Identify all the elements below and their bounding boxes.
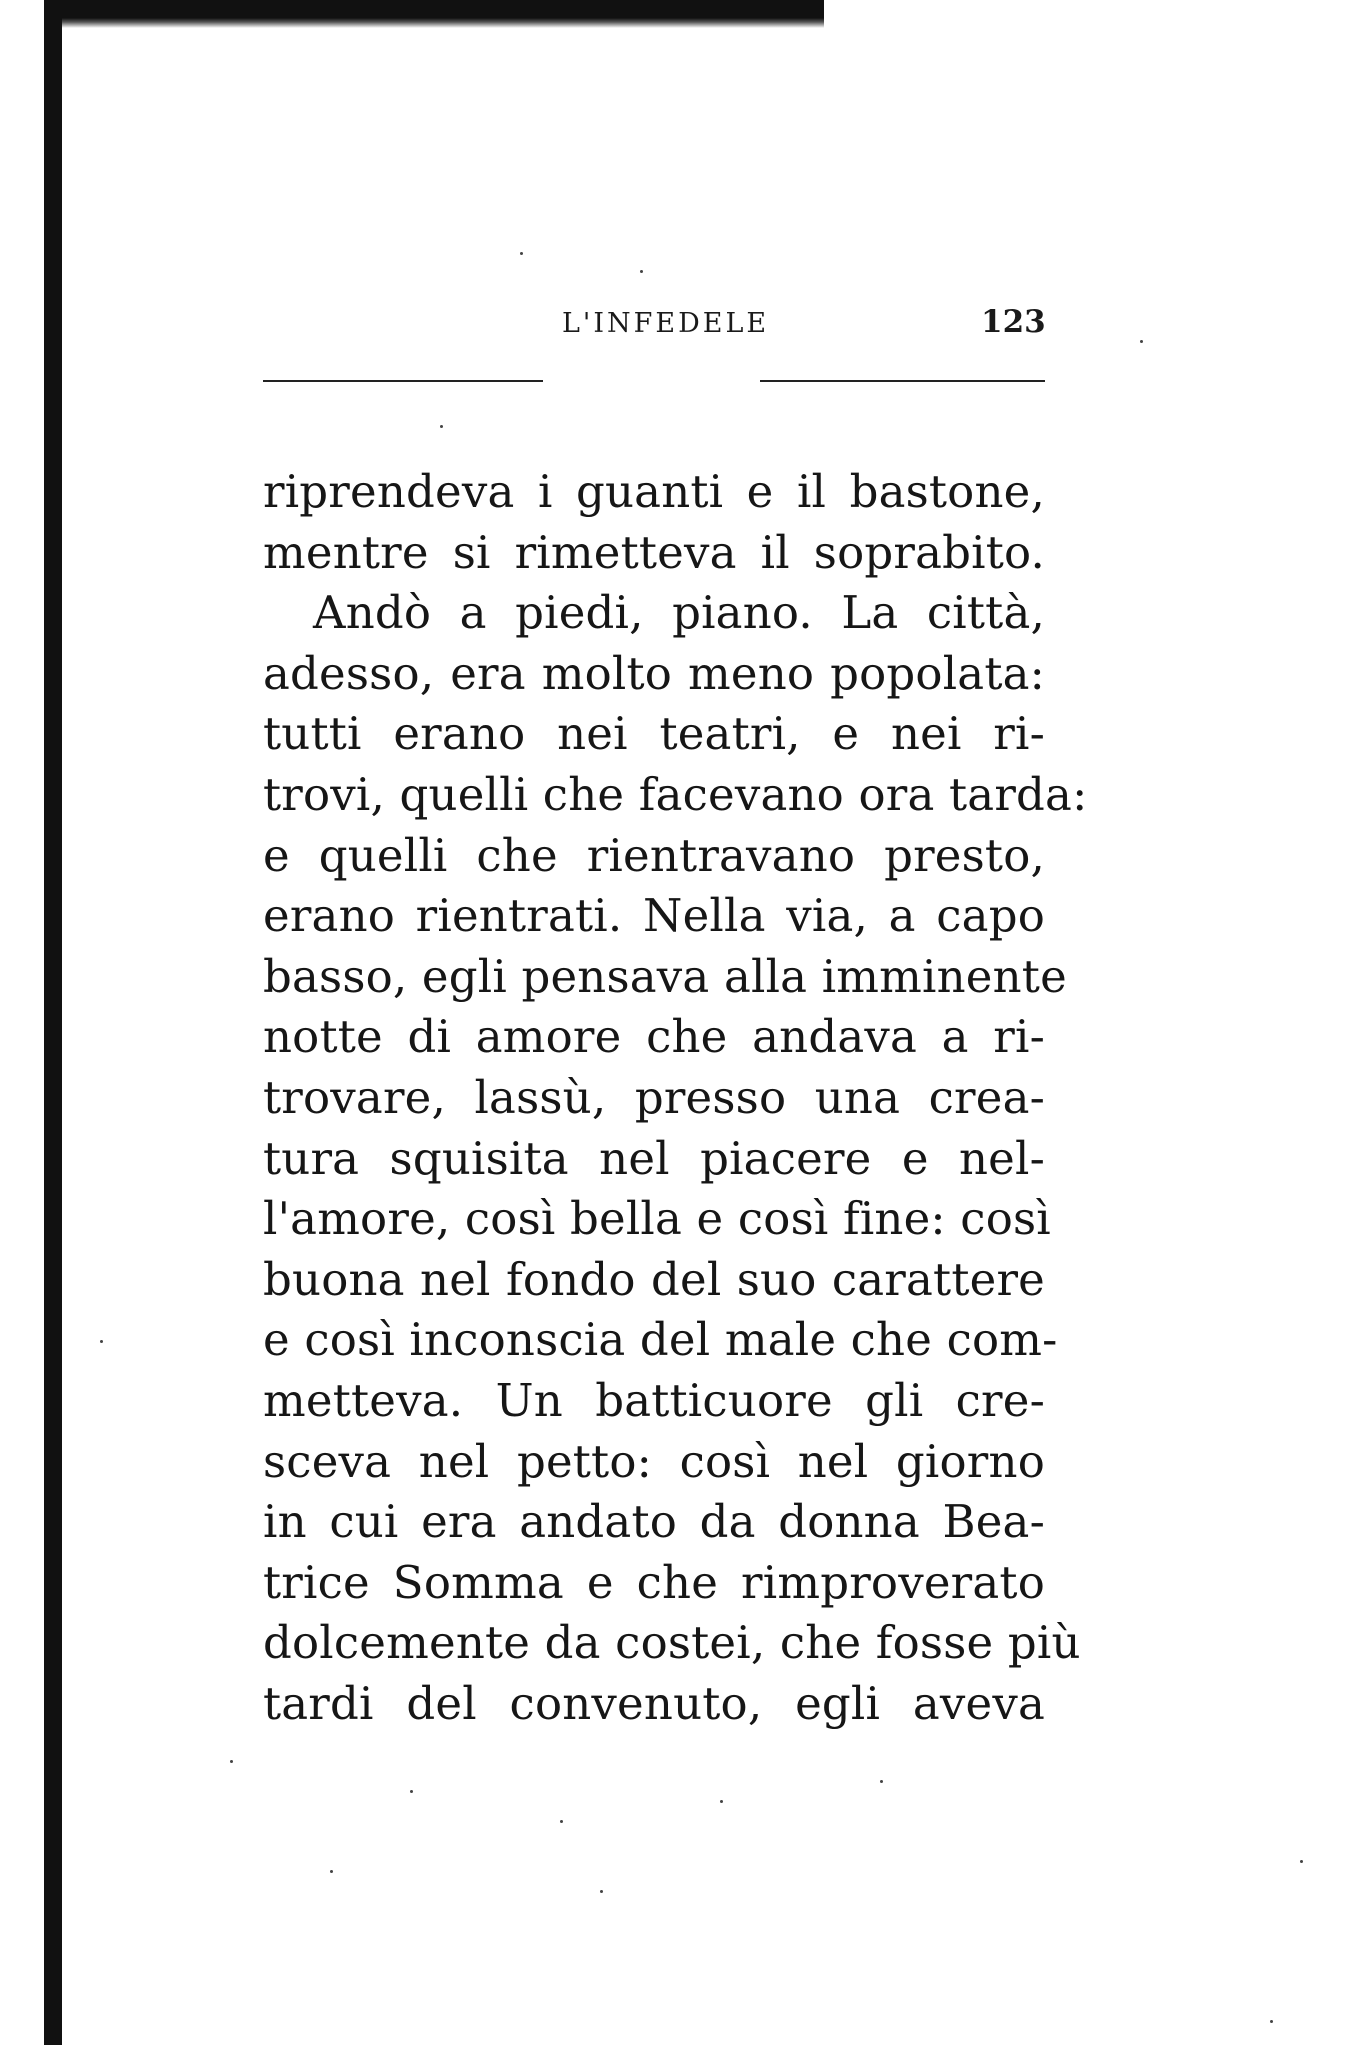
scan-speck bbox=[600, 1890, 603, 1893]
text-line: Andò a piedi, piano. La città, bbox=[313, 586, 1045, 640]
text-line: tutti erano nei teatri, e nei ri- bbox=[263, 707, 1045, 761]
text-line: l'amore, così bella e così fine: così bbox=[263, 1192, 1051, 1246]
text-line: notte di amore che andava a ri- bbox=[263, 1010, 1045, 1064]
running-title: L'INFEDELE bbox=[562, 308, 770, 339]
scan-speck bbox=[720, 1800, 723, 1803]
text-line: e quelli che rientravano presto, bbox=[263, 828, 1045, 882]
scan-binding-edge bbox=[44, 0, 62, 2045]
text-line: trovi, quelli che facevano ora tarda: bbox=[263, 767, 1088, 821]
text-line: e così inconscia del male che com- bbox=[263, 1313, 1058, 1367]
text-line: trovare, lassù, presso una crea- bbox=[263, 1070, 1045, 1124]
text-line: buona nel fondo del suo carattere bbox=[263, 1252, 1045, 1306]
text-line: in cui era andato da donna Bea- bbox=[263, 1495, 1045, 1549]
text-line: metteva. Un batticuore gli cre- bbox=[263, 1373, 1045, 1427]
scan-speck bbox=[560, 1820, 563, 1823]
header-rule-right bbox=[760, 380, 1045, 382]
text-line: tardi del convenuto, egli aveva bbox=[263, 1676, 1045, 1730]
body-text bbox=[263, 462, 1088, 1734]
text-line: sceva nel petto: così nel giorno bbox=[263, 1434, 1045, 1488]
scan-speck bbox=[230, 1760, 233, 1763]
scan-top-edge bbox=[44, 0, 824, 28]
scan-speck bbox=[440, 425, 443, 428]
page-number: 123 bbox=[981, 304, 1046, 340]
text-line: basso, egli pensava alla imminente bbox=[263, 949, 1067, 1003]
scan-speck bbox=[1270, 2020, 1273, 2023]
scan-speck bbox=[520, 252, 523, 255]
text-line: trice Somma e che rimproverato bbox=[263, 1555, 1045, 1609]
text-line: adesso, era molto meno popolata: bbox=[263, 646, 1045, 700]
scan-speck bbox=[410, 1790, 413, 1793]
scan-speck bbox=[640, 270, 643, 273]
scan-speck bbox=[330, 1870, 333, 1873]
text-line: mentre si rimetteva il soprabito. bbox=[263, 525, 1045, 579]
scan-speck bbox=[1300, 1860, 1303, 1863]
scan-speck bbox=[100, 1340, 103, 1343]
scan-speck bbox=[1140, 340, 1143, 343]
scan-speck bbox=[880, 1780, 883, 1783]
text-line: tura squisita nel piacere e nel- bbox=[263, 1131, 1045, 1185]
running-head bbox=[263, 300, 1046, 360]
text-line: erano rientrati. Nella via, a capo bbox=[263, 889, 1045, 943]
text-line: riprendeva i guanti e il bastone, bbox=[263, 465, 1045, 518]
text-line: dolcemente da costei, che fosse più bbox=[263, 1616, 1081, 1670]
header-rule-left bbox=[263, 380, 543, 382]
